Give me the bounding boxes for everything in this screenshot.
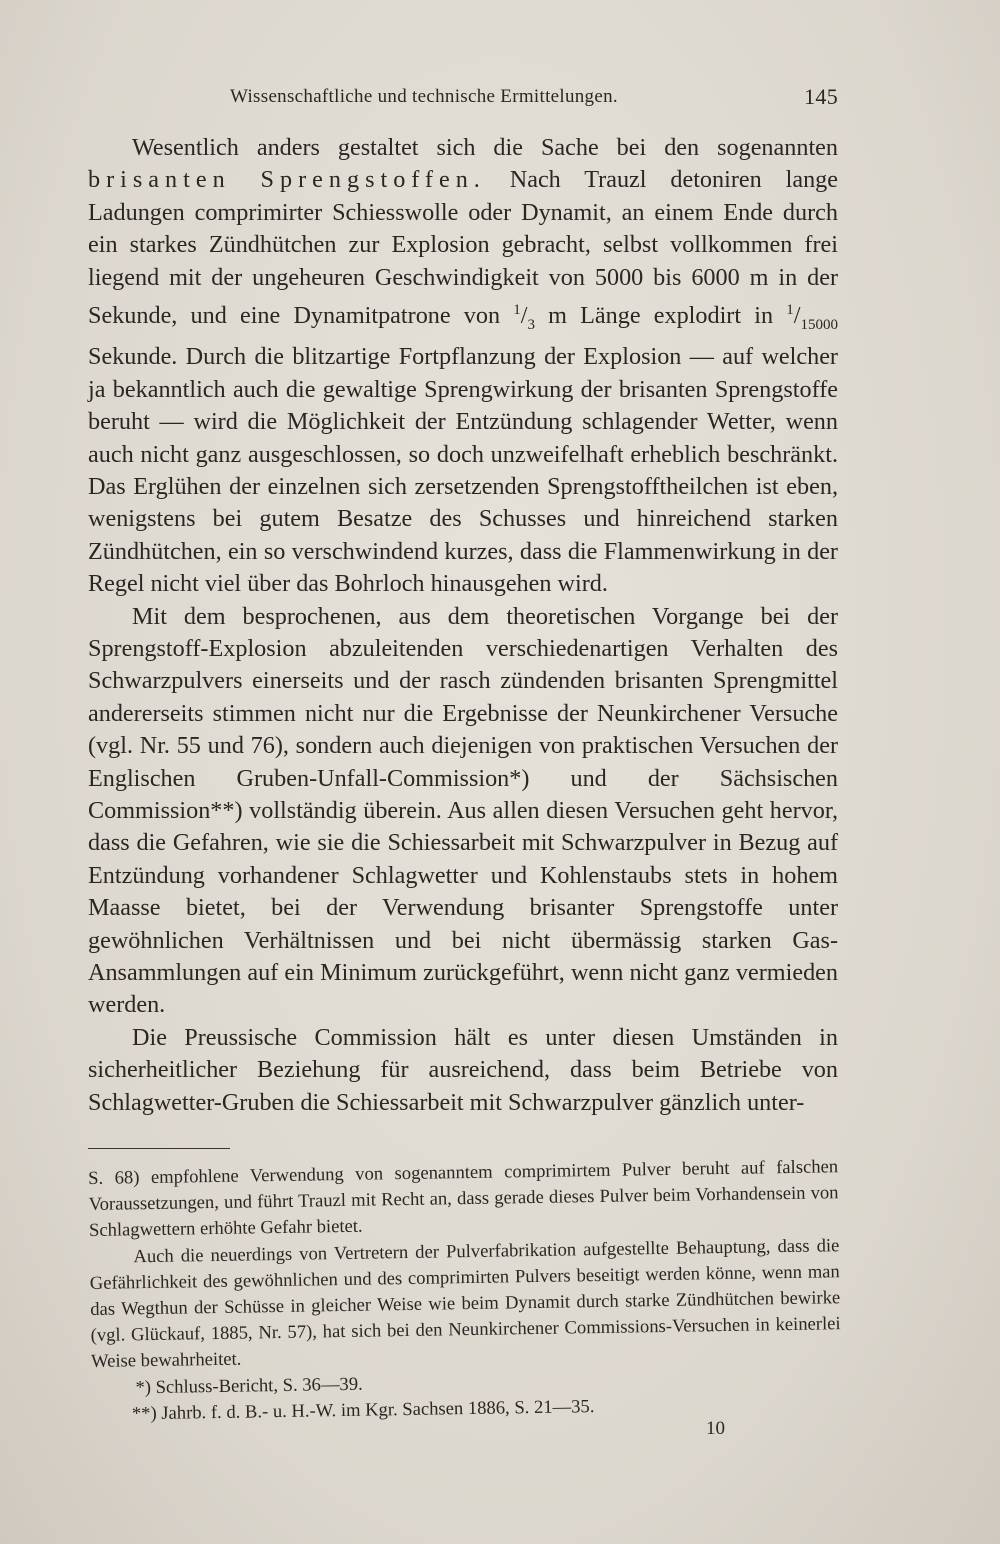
footnote-ref-2: **) Jahrb. f. d. B.- u. H.-W. im Kgr. Sachsen 1886, S. 21—35. bbox=[131, 1395, 595, 1425]
footnotes bbox=[88, 1154, 842, 1428]
running-head: Wissenschaftliche und technische Ermittelungen. bbox=[230, 86, 618, 107]
spaced-term: brisanten Sprengstoffen. bbox=[88, 166, 486, 194]
footnote-ref-1: *) Schluss-Bericht, S. 36—39. bbox=[135, 1373, 363, 1398]
main-text bbox=[88, 132, 838, 1119]
p1-text-3: Sekunde. Durch die blitzartige Fortpflanzung der Explosion — auf welcher ja bekanntlich auch die gewaltige Sprengwirkung der brisanten Sprengstoffe beruht — wird die Möglichkeit der Entzündung schlagender Wetter, wenn auch nicht ganz ausgeschlossen, so doch unzweifelhaft erheblich beschränkt. Das Erglühen der einzelnen sich zersetzenden Sprengstofftheilchen ist eben, wenigstens bei gutem Besatze des Schusses und hinreichend starken Zündhütchen, ein so verschwindend kurzes, dass die Flammenwirkung in der Regel nicht viel über das Bohrloch hinausgehen wird. bbox=[88, 343, 838, 598]
fraction-denominator: 3 bbox=[527, 316, 535, 333]
signature-mark: 10 bbox=[706, 1418, 725, 1439]
p1-text: Nach Trauzl detoniren lange Ladungen comprimirter Schiesswolle oder Dynamit, an einem Ende durch ein starkes Zündhütchen zur Explosion gebracht, selbst vollkommen frei liegend mit der ungeheuren Geschwindigkeit von 5000 bis 6000 m in der Sekunde, und eine Dynamitpatrone von bbox=[88, 166, 838, 330]
footnote-paragraph: Auch die neuerdings von Vertretern der Pulverfabrikation aufgestellte Behauptung, dass die Gefährlichkeit des gewöhnlichen und des comprimirten Pulvers beseitigt werden könne, wenn man das Wegthun der Schüsse in gleicher Weise wie beim Dynamit durch starke Zündhütchen bewirke (vgl. Glückauf, 1885, Nr. 57), hat sich bei den Neunkirchener Commissions-Versuchen in keinerlei Weise bewahrheitet. bbox=[89, 1234, 841, 1373]
fraction-numerator-2: 1 bbox=[786, 302, 794, 319]
page-number: 145 bbox=[804, 84, 838, 109]
paragraph-3: Die Preussische Commission hält es unter diesen Umständen in sicherheitlicher Beziehung für ausreichend, dass beim Betriebe von Schlagwetter-Gruben die Schiessarbeit mit Schwarzpulver gänzlich unter- bbox=[88, 1023, 838, 1116]
paragraph-1: Wesentlich anders gestaltet sich die Sache bei den sogenannten brisanten Sprengstoffen. Nach Trauzl detoniren lange Ladungen comprimirter Schiesswolle oder Dynamit, an einem Ende durch ein starkes Zündhütchen zur Explosion gebracht, selbst vollkommen frei liegend mit der ungeheuren Geschwindigkeit von 5000 bis 6000 m in der Sekunde, und eine Dynamitpatrone von $^1/_3$ m Länge explodirt in $^1/_{15000}$ Sekunde. Durch die blitzartige Fortpflanzung der Explosion — auf welcher ja bekanntlich auch die gewaltige Sprengwirkung der brisanten Sprengstoffe beruht — wird die Möglichkeit der Entzündung schlagender Wetter, wenn auch nicht ganz ausgeschlossen, so doch unzweifelhaft erheblich beschränkt. Das Erglühen der einzelnen sich zersetzenden Sprengstofftheilchen ist eben, wenigstens bei gutem Besatze des Schusses und hinreichend starken Zündhütchen, ein so verschwindend kurzes, dass die Flammenwirkung in der Regel nicht viel über das Bohrloch hinausgehen wird. bbox=[88, 134, 838, 598]
paragraph-2: Mit dem besprochenen, aus dem theoretischen Vorgange bei der Sprengstoff-Explosion abzuleitenden verschiedenartigen Verhalten des Schwarzpulvers einerseits und der rasch zündenden brisanten Sprengmittel andererseits stimmen nicht nur die Ergebnisse der Neunkirchener Versuche (vgl. Nr. 55 und 76), sondern auch diejenigen von praktischen Versuchen der Englischen Gruben-Unfall-Commission*) und der Sächsischen Commission**) vollständig überein. Aus allen diesen Versuchen geht hervor, dass die Gefahren, wie sie die Schiessarbeit mit Schwarzpulver in Bezug auf Entzündung vorhandener Schlagwetter und Kohlenstaubs stets in hohem Maasse bietet, bei der Verwendung brisanter Sprengstoffe unter gewöhnlichen Verhältnissen und bei nicht übermässig starken Gas-Ansammlungen auf ein Minimum zurückgeführt, wenn nicht ganz vermieden werden. bbox=[88, 602, 838, 1019]
footnote-continued: S. 68) empfohlene Verwendung von sogenanntem comprimirtem Pulver beruht auf falschen Voraussetzungen, und führt Trauzl mit Recht an, dass gerade dieses Pulver beim Vorhandensein von Schlagwettern erhöhte Gefahr bietet. bbox=[88, 1156, 839, 1242]
footnote-rule bbox=[88, 1148, 230, 1149]
p1-text-2: m Länge explodirt in bbox=[534, 302, 787, 330]
fraction-numerator: 1 bbox=[513, 302, 521, 319]
p1-line1: Wesentlich anders gestaltet sich die Sache bei den sogenannten bbox=[132, 134, 838, 161]
fraction-denominator-2: 15000 bbox=[800, 316, 838, 333]
